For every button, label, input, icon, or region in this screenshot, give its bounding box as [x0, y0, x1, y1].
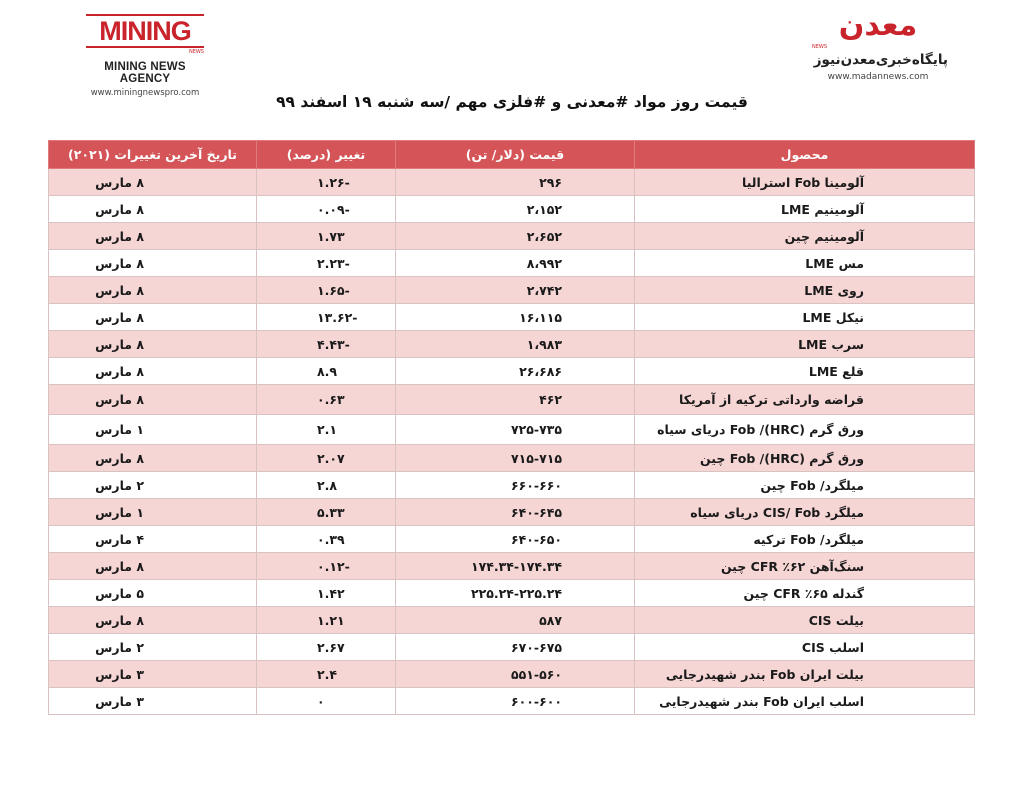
table-row	[49, 661, 975, 688]
table-row	[49, 331, 975, 358]
header-change: تغییر (درصد)	[257, 141, 396, 169]
cell-change: ۲.۶۷	[257, 634, 396, 661]
agency-name: MINING NEWS AGENCY	[104, 61, 186, 85]
cell-date: ۴ مارس	[49, 526, 257, 553]
cell-product: اسلب CIS	[635, 634, 975, 661]
cell-change: -۰.۱۲	[257, 553, 396, 580]
cell-price: ۲۹۶	[396, 169, 635, 196]
cell-date: ۸ مارس	[49, 223, 257, 250]
cell-price: ۷۲۵-۷۳۵	[396, 415, 635, 445]
cell-date: ۱ مارس	[49, 499, 257, 526]
cell-date: ۸ مارس	[49, 250, 257, 277]
cell-product: نیکل LME	[635, 304, 975, 331]
price-table	[48, 140, 975, 715]
table-row	[49, 499, 975, 526]
cell-date: ۸ مارس	[49, 169, 257, 196]
cell-change: ۱.۷۳	[257, 223, 396, 250]
cell-price: ۱۶،۱۱۵	[396, 304, 635, 331]
cell-price: ۲،۷۴۲	[396, 277, 635, 304]
cell-change: -۱.۲۶	[257, 169, 396, 196]
cell-product: میلگرد/ Fob چین	[635, 472, 975, 499]
cell-change: ۰	[257, 688, 396, 715]
cell-product: آلومینیم چین	[635, 223, 975, 250]
table-row	[49, 385, 975, 415]
cell-price: ۶۴۰-۶۴۵	[396, 499, 635, 526]
cell-date: ۵ مارس	[49, 580, 257, 607]
cell-price: ۲۶،۶۸۶	[396, 358, 635, 385]
cell-change: -۱.۶۵	[257, 277, 396, 304]
cell-price: ۶۶۰-۶۶۰	[396, 472, 635, 499]
mining-logo-sub: NEWS	[188, 49, 204, 55]
cell-date: ۸ مارس	[49, 331, 257, 358]
cell-price: ۲،۶۵۲	[396, 223, 635, 250]
cell-date: ۳ مارس	[49, 688, 257, 715]
cell-product: سرب LME	[635, 331, 975, 358]
cell-date: ۸ مارس	[49, 277, 257, 304]
cell-change: ۲.۴	[257, 661, 396, 688]
table-row	[49, 688, 975, 715]
cell-price: ۶۴۰-۶۵۰	[396, 526, 635, 553]
cell-price: ۱۷۴.۳۴-۱۷۴.۳۴	[396, 553, 635, 580]
cell-product: بیلت ایران Fob بندر شهیدرجایی	[635, 661, 975, 688]
table-row	[49, 580, 975, 607]
table-row	[49, 223, 975, 250]
cell-change: ۲.۱	[257, 415, 396, 445]
cell-product: بیلت CIS	[635, 607, 975, 634]
table-row	[49, 415, 975, 445]
cell-change: ۵.۳۳	[257, 499, 396, 526]
table-row	[49, 196, 975, 223]
agency-url: www.miningnewspro.com	[90, 88, 200, 98]
table-row	[49, 304, 975, 331]
mining-logo-mark: MINING	[86, 14, 204, 48]
cell-product: روی LME	[635, 277, 975, 304]
cell-change: -۱۳.۶۲	[257, 304, 396, 331]
cell-change: ۱.۴۲	[257, 580, 396, 607]
cell-change: ۸.۹	[257, 358, 396, 385]
madan-logo-sub: NEWS	[812, 44, 828, 50]
header-product: محصول	[635, 141, 975, 169]
table-row	[49, 634, 975, 661]
cell-date: ۲ مارس	[49, 472, 257, 499]
cell-change: ۲.۸	[257, 472, 396, 499]
table-row	[49, 553, 975, 580]
cell-price: ۲،۱۵۲	[396, 196, 635, 223]
cell-change: -۰.۰۹	[257, 196, 396, 223]
madan-url: www.madannews.com	[827, 72, 929, 82]
table-row	[49, 169, 975, 196]
table-row	[49, 358, 975, 385]
cell-date: ۸ مارس	[49, 553, 257, 580]
cell-change: ۰.۶۳	[257, 385, 396, 415]
table-row	[49, 250, 975, 277]
cell-price: ۲۲۵.۲۴-۲۲۵.۲۴	[396, 580, 635, 607]
cell-date: ۸ مارس	[49, 445, 257, 472]
header-price: قیمت (دلار/ تن)	[396, 141, 635, 169]
mining-news-agency-logo	[86, 14, 204, 98]
cell-product: گندله ۶۵٪ CFR چین	[635, 580, 975, 607]
cell-product: مس LME	[635, 250, 975, 277]
cell-change: -۴.۴۳	[257, 331, 396, 358]
cell-product: میلگرد/ Fob ترکیه	[635, 526, 975, 553]
header-date: تاریخ آخرین تغییرات (۲۰۲۱)	[49, 141, 257, 169]
cell-product: اسلب ایران Fob بندر شهیدرجایی	[635, 688, 975, 715]
cell-price: ۵۵۱-۵۶۰	[396, 661, 635, 688]
cell-price: ۶۰۰-۶۰۰	[396, 688, 635, 715]
table-row	[49, 526, 975, 553]
cell-date: ۸ مارس	[49, 196, 257, 223]
table-row	[49, 277, 975, 304]
cell-date: ۸ مارس	[49, 304, 257, 331]
cell-product: سنگ‌آهن ۶۲٪ CFR چین	[635, 553, 975, 580]
cell-product: آلومینا Fob استرالیا	[635, 169, 975, 196]
cell-price: ۱،۹۸۳	[396, 331, 635, 358]
table-header-row	[49, 141, 975, 169]
cell-product: میلگرد CIS/ Fob دریای سیاه	[635, 499, 975, 526]
table-row	[49, 472, 975, 499]
cell-product: قلع LME	[635, 358, 975, 385]
cell-price: ۷۱۵-۷۱۵	[396, 445, 635, 472]
cell-date: ۸ مارس	[49, 607, 257, 634]
cell-price: ۸،۹۹۲	[396, 250, 635, 277]
madan-site-name: پایگاه‌خبری‌معدن‌نیوز	[813, 52, 948, 68]
cell-product: ورق گرم (HRC)/ Fob چین	[635, 445, 975, 472]
cell-change: ۰.۳۹	[257, 526, 396, 553]
cell-product: آلومینیم LME	[635, 196, 975, 223]
page-title: قیمت روز مواد #معدنی و #فلزی مهم /سه شنبه ۱۹ اسفند ۹۹	[276, 93, 748, 111]
cell-change: -۲.۲۳	[257, 250, 396, 277]
cell-date: ۳ مارس	[49, 661, 257, 688]
cell-price: ۴۶۲	[396, 385, 635, 415]
madan-news-logo	[808, 8, 948, 82]
madan-logo-mark: معدن	[838, 8, 918, 43]
table-row	[49, 607, 975, 634]
cell-change: ۲.۰۷	[257, 445, 396, 472]
cell-date: ۲ مارس	[49, 634, 257, 661]
cell-product: قراضه وارداتی ترکیه از آمریکا	[635, 385, 975, 415]
cell-date: ۸ مارس	[49, 385, 257, 415]
cell-date: ۸ مارس	[49, 358, 257, 385]
cell-change: ۱.۲۱	[257, 607, 396, 634]
table-row	[49, 445, 975, 472]
cell-price: ۶۷۰-۶۷۵	[396, 634, 635, 661]
cell-price: ۵۸۷	[396, 607, 635, 634]
cell-product: ورق گرم (HRC)/ Fob دریای سیاه	[635, 415, 975, 445]
cell-date: ۱ مارس	[49, 415, 257, 445]
